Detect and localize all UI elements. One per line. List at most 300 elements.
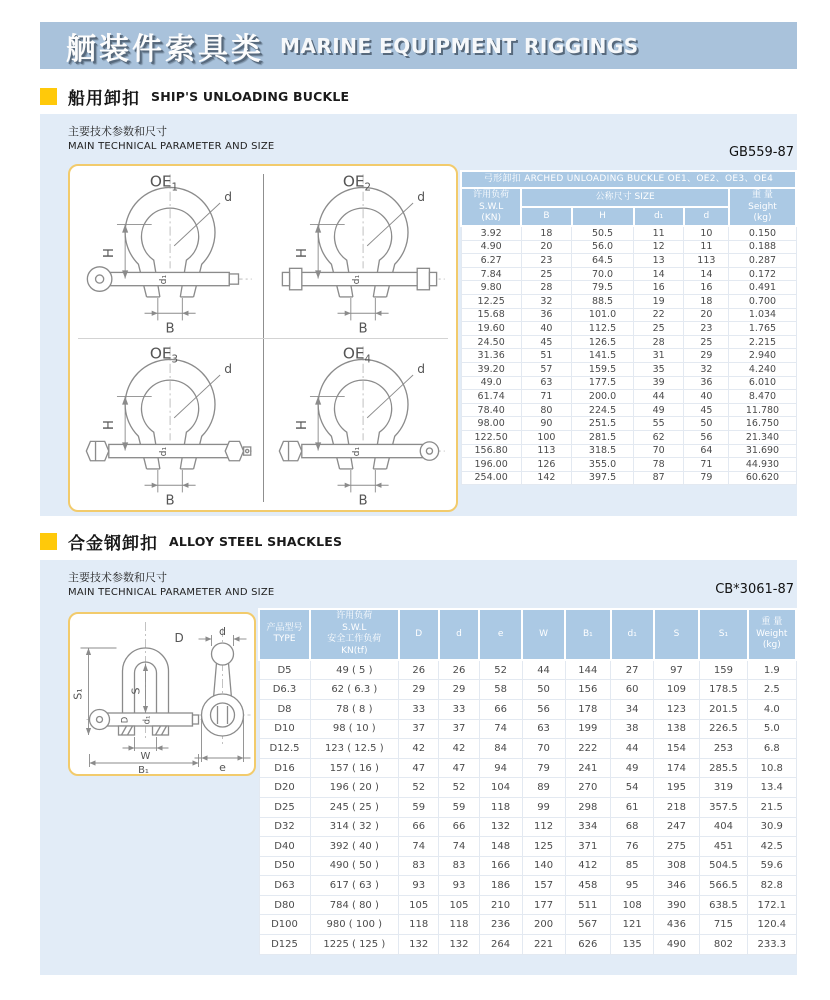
cell: 172.1: [748, 895, 796, 915]
table-row: [461, 240, 796, 254]
col-header-swl: [310, 609, 399, 660]
cell: 93: [439, 876, 479, 896]
col-header-B: B: [521, 207, 571, 226]
cell: 12: [634, 240, 684, 254]
cell: 26: [439, 660, 479, 680]
cell: 87: [634, 471, 684, 485]
section2-title-en: ALLOY STEEL SHACKLES: [169, 534, 343, 549]
cell: 2.5: [748, 680, 796, 700]
section2-panel: [40, 560, 797, 975]
cell: 47: [439, 758, 479, 778]
cell: 66: [479, 699, 522, 719]
dim-label-d: d: [417, 361, 425, 376]
cell: 120.4: [748, 915, 796, 935]
cell: 236: [479, 915, 522, 935]
buckle-table-body: [461, 226, 796, 485]
cell: 9.80: [461, 281, 521, 295]
cell: 638.5: [699, 895, 747, 915]
cell: 210: [479, 895, 522, 915]
cell: 66: [399, 817, 439, 837]
table-row: [461, 226, 796, 240]
cell: 62: [634, 430, 684, 444]
standard-code: GB559-87: [728, 145, 794, 160]
cell: D5: [259, 660, 310, 680]
cell: 74: [399, 837, 439, 857]
cell: 50: [684, 417, 729, 431]
cell: 4.240: [729, 362, 796, 376]
cell: 140: [522, 856, 565, 876]
weight-line: Weight: [756, 628, 788, 639]
table-row: [461, 430, 796, 444]
cell: 126: [521, 458, 571, 472]
cell: 52: [479, 660, 522, 680]
cell: 54: [611, 778, 654, 798]
cell: 52: [399, 778, 439, 798]
cell: 90: [521, 417, 571, 431]
cell: 412: [565, 856, 611, 876]
cell: 95: [611, 876, 654, 896]
cell: 458: [565, 876, 611, 896]
table-row: [461, 444, 796, 458]
cell: 74: [479, 719, 522, 739]
table-row: [461, 335, 796, 349]
cell: 94: [479, 758, 522, 778]
cell: 51: [521, 349, 571, 363]
cell: 715: [699, 915, 747, 935]
cell: 404: [699, 817, 747, 837]
cell: 626: [565, 935, 611, 955]
cell: 226.5: [699, 719, 747, 739]
cell: 222: [565, 739, 611, 759]
cell: 113: [684, 254, 729, 268]
cell: 132: [399, 935, 439, 955]
weight-line: (kg): [762, 640, 781, 651]
col-header-d1: d₁: [611, 609, 654, 660]
cell: 13: [634, 254, 684, 268]
cell: 45: [521, 335, 571, 349]
weight-line: (kg): [753, 212, 772, 223]
cell: 177: [522, 895, 565, 915]
cell: 285.5: [699, 758, 747, 778]
cell: 29: [399, 680, 439, 700]
dim-label-b: B: [358, 493, 368, 509]
cell: 27: [611, 660, 654, 680]
cell: 26: [399, 660, 439, 680]
cell: 20: [684, 308, 729, 322]
section1-title-en: SHIP'S UNLOADING BUCKLE: [151, 89, 350, 104]
cell: 50: [522, 680, 565, 700]
cell: 22: [634, 308, 684, 322]
table-row: [259, 680, 796, 700]
cell: 16.750: [729, 417, 796, 431]
swl-line: S.W.L: [478, 201, 504, 212]
cell: 31.36: [461, 349, 521, 363]
dim-label-b: B: [165, 493, 175, 509]
dim-label-S1: S₁: [71, 688, 85, 700]
dim-label-h: H: [101, 248, 117, 259]
cell: 144: [565, 660, 611, 680]
cell: 42.5: [748, 837, 796, 857]
cell: 490: [654, 935, 700, 955]
dim-label-d1: d₁: [142, 715, 153, 725]
bow-shackle-diagram: [70, 338, 263, 510]
cell: 11: [634, 226, 684, 240]
cell: 38: [611, 719, 654, 739]
cell: 298: [565, 797, 611, 817]
cell: 126.5: [572, 335, 634, 349]
dim-label-d: d: [417, 189, 425, 204]
table-row: [259, 817, 796, 837]
cell: D50: [259, 856, 310, 876]
section1-panel: [40, 114, 797, 516]
cell: 42: [439, 739, 479, 759]
cell: D40: [259, 837, 310, 857]
col-header-weight: [729, 188, 796, 226]
dim-label-D-pin: D: [120, 716, 131, 724]
table-row: [461, 417, 796, 431]
cell: 71: [521, 390, 571, 404]
cell: 37: [439, 719, 479, 739]
cell: 12.25: [461, 294, 521, 308]
swl-line: 安全工作负荷: [327, 634, 382, 645]
cell: 57: [521, 362, 571, 376]
table-row: [461, 281, 796, 295]
cell: 19.60: [461, 322, 521, 336]
dim-label-h: H: [101, 420, 117, 431]
cell: 142: [521, 471, 571, 485]
col-header-S: S: [654, 609, 700, 660]
cell: 10.8: [748, 758, 796, 778]
cell: 28: [521, 281, 571, 295]
swl-line: 许用负荷: [336, 611, 373, 621]
cell: 83: [399, 856, 439, 876]
cell: 79: [522, 758, 565, 778]
table-row: [259, 660, 796, 680]
cell: 76: [611, 837, 654, 857]
cell: 308: [654, 856, 700, 876]
swl-line: KN(tf): [341, 646, 368, 657]
table-row: [259, 895, 796, 915]
dim-label-d: d: [224, 361, 232, 376]
cell: 118: [439, 915, 479, 935]
cell: 123 ( 12.5 ): [310, 739, 399, 759]
diagram-variant-label: $OE_4$: [342, 344, 372, 366]
cell: 490 ( 50 ): [310, 856, 399, 876]
cell: 52: [439, 778, 479, 798]
cell: 56: [522, 699, 565, 719]
cell: 4.0: [748, 699, 796, 719]
cell: 157: [522, 876, 565, 896]
cell: 79: [684, 471, 729, 485]
table-row: [259, 778, 796, 798]
cell: 60.620: [729, 471, 796, 485]
cell: 33: [399, 699, 439, 719]
section1-title-zh: 船用卸扣: [68, 89, 140, 109]
cell: 55: [634, 417, 684, 431]
table-band-title: 弓形卸扣 ARCHED UNLOADING BUCKLE OE1、OE2、OE3、OE4: [461, 171, 796, 188]
cell: D6.3: [259, 680, 310, 700]
cell: 221: [522, 935, 565, 955]
cell: 13.4: [748, 778, 796, 798]
cell: 0.172: [729, 267, 796, 281]
cell: 93: [399, 876, 439, 896]
cell: D10: [259, 719, 310, 739]
buckle-table-wrap: [460, 170, 797, 485]
cell: 21.5: [748, 797, 796, 817]
cell: 82.8: [748, 876, 796, 896]
cell: 31: [634, 349, 684, 363]
cell: 7.84: [461, 267, 521, 281]
table-row: [259, 856, 796, 876]
col-header-W: W: [522, 609, 565, 660]
weight-line: Seight: [748, 201, 777, 212]
cell: 125: [522, 837, 565, 857]
section2-title: [40, 529, 342, 554]
section2-subtitle: [68, 569, 274, 598]
cell: 32: [521, 294, 571, 308]
cell: 20: [521, 240, 571, 254]
cell: 123: [654, 699, 700, 719]
page-title-en: MARINE EQUIPMENT RIGGINGS: [280, 33, 639, 58]
cell: 83: [439, 856, 479, 876]
cell: D20: [259, 778, 310, 798]
cell: 5.0: [748, 719, 796, 739]
cell: D125: [259, 935, 310, 955]
bow-shackle-diagram: [263, 166, 456, 338]
cell: 319: [699, 778, 747, 798]
cell: 23: [684, 322, 729, 336]
cell: 156: [565, 680, 611, 700]
cell: 132: [439, 935, 479, 955]
cell: 2.215: [729, 335, 796, 349]
cell: 178.5: [699, 680, 747, 700]
col-header-swl: [461, 188, 521, 226]
col-header-weight: [748, 609, 796, 660]
cell: 45: [684, 403, 729, 417]
cell: 109: [654, 680, 700, 700]
cell: 3.92: [461, 226, 521, 240]
col-header-e: e: [479, 609, 522, 660]
section2-title-zh: 合金钢卸扣: [68, 534, 158, 554]
subtitle-en: MAIN TECHNICAL PARAMETER AND SIZE: [68, 587, 275, 598]
cell: 14: [684, 267, 729, 281]
table-row: [259, 699, 796, 719]
dee-shackle-diagram: [70, 614, 254, 774]
cell: 78: [634, 458, 684, 472]
swl-line: 许用负荷: [473, 190, 510, 201]
cell: 31.690: [729, 444, 796, 458]
cell: 617 ( 63 ): [310, 876, 399, 896]
cell: 270: [565, 778, 611, 798]
page-header-bar: [40, 22, 797, 69]
cell: 49: [611, 758, 654, 778]
cell: 334: [565, 817, 611, 837]
cell: 42: [399, 739, 439, 759]
cell: 135: [611, 935, 654, 955]
cell: 275: [654, 837, 700, 857]
shackle-table-wrap: [258, 608, 797, 955]
cell: 59.6: [748, 856, 796, 876]
cell: 511: [565, 895, 611, 915]
table-row: [461, 458, 796, 472]
dim-label-D: D: [174, 631, 184, 645]
cell: 44: [634, 390, 684, 404]
cell: 35: [634, 362, 684, 376]
table-row: [259, 837, 796, 857]
col-header-d1: d₁: [634, 207, 684, 226]
cell: 98.00: [461, 417, 521, 431]
buckle-spec-table: [460, 170, 797, 485]
cell: 49: [634, 403, 684, 417]
dim-label-b: B: [358, 321, 368, 337]
cell: 196 ( 20 ): [310, 778, 399, 798]
cell: 118: [479, 797, 522, 817]
cell: 105: [399, 895, 439, 915]
cell: 567: [565, 915, 611, 935]
cell: 112: [522, 817, 565, 837]
dim-label-d: d: [224, 189, 232, 204]
cell: 11: [684, 240, 729, 254]
cell: 74: [439, 837, 479, 857]
cell: 99: [522, 797, 565, 817]
cell: 34: [611, 699, 654, 719]
cell: 154: [654, 739, 700, 759]
cell: 44.930: [729, 458, 796, 472]
cell: 318.5: [572, 444, 634, 458]
cell: 14: [634, 267, 684, 281]
dim-label-h: H: [294, 248, 310, 259]
cell: 70.0: [572, 267, 634, 281]
cell: 122.50: [461, 430, 521, 444]
cell: 11.780: [729, 403, 796, 417]
cell: 200.0: [572, 390, 634, 404]
cell: 28: [634, 335, 684, 349]
cell: 100: [521, 430, 571, 444]
cell: 201.5: [699, 699, 747, 719]
table-row: [259, 797, 796, 817]
cell: 64: [684, 444, 729, 458]
cell: 44: [522, 660, 565, 680]
cell: 6.27: [461, 254, 521, 268]
yellow-bullet-icon: [40, 88, 57, 105]
unloading-buckle-diagram-box: [68, 164, 458, 512]
subtitle-en: MAIN TECHNICAL PARAMETER AND SIZE: [68, 141, 275, 152]
cell: 15.68: [461, 308, 521, 322]
cell: 85: [611, 856, 654, 876]
cell: 166: [479, 856, 522, 876]
bow-shackle-diagram-grid: [70, 166, 456, 510]
cell: 16: [684, 281, 729, 295]
cell: 0.188: [729, 240, 796, 254]
subtitle-zh: 主要技术参数和尺寸: [68, 571, 167, 584]
dim-label-e: e: [219, 761, 226, 774]
cell: 1225 ( 125 ): [310, 935, 399, 955]
cell: 200: [522, 915, 565, 935]
table-row: [461, 267, 796, 281]
table-row: [259, 719, 796, 739]
cell: 80: [521, 403, 571, 417]
standard-code: CB*3061-87: [715, 582, 794, 597]
cell: 39.20: [461, 362, 521, 376]
cell: 390: [654, 895, 700, 915]
dim-label-d1: d₁: [157, 274, 169, 285]
cell: 18: [684, 294, 729, 308]
cell: 16: [634, 281, 684, 295]
cell: 24.50: [461, 335, 521, 349]
cell: D8: [259, 699, 310, 719]
cell: 156.80: [461, 444, 521, 458]
type-line: TYPE: [273, 634, 296, 645]
col-header-d: d: [684, 207, 729, 226]
cell: 79.5: [572, 281, 634, 295]
cell: 0.150: [729, 226, 796, 240]
cell: 59: [439, 797, 479, 817]
shackle-spec-table: [258, 608, 797, 955]
cell: 70: [522, 739, 565, 759]
cell: 157 ( 16 ): [310, 758, 399, 778]
cell: 108: [611, 895, 654, 915]
cell: 49 ( 5 ): [310, 660, 399, 680]
cell: 112.5: [572, 322, 634, 336]
cell: 436: [654, 915, 700, 935]
cell: 10: [684, 226, 729, 240]
cell: 177.5: [572, 376, 634, 390]
cell: 0.491: [729, 281, 796, 295]
cell: 148: [479, 837, 522, 857]
cell: 314 ( 32 ): [310, 817, 399, 837]
table-row: [259, 935, 796, 955]
cell: 121: [611, 915, 654, 935]
cell: 97: [654, 660, 700, 680]
yellow-bullet-icon: [40, 533, 57, 550]
cell: 224.5: [572, 403, 634, 417]
cell: 25: [684, 335, 729, 349]
cell: 58: [479, 680, 522, 700]
cell: 104: [479, 778, 522, 798]
cell: 281.5: [572, 430, 634, 444]
cell: 6.8: [748, 739, 796, 759]
cell: 60: [611, 680, 654, 700]
table-row: [461, 376, 796, 390]
cell: 233.3: [748, 935, 796, 955]
cell: 39: [634, 376, 684, 390]
cell: 802: [699, 935, 747, 955]
cell: 25: [521, 267, 571, 281]
cell: 40: [521, 322, 571, 336]
col-header-D: D: [399, 609, 439, 660]
cell: D12.5: [259, 739, 310, 759]
table-row: [461, 349, 796, 363]
table-row: [461, 390, 796, 404]
dim-label-d1: d₁: [350, 446, 362, 457]
cell: 1.9: [748, 660, 796, 680]
cell: 254.00: [461, 471, 521, 485]
bow-shackle-diagram: [70, 166, 263, 338]
cell: 61: [611, 797, 654, 817]
cell: 159: [699, 660, 747, 680]
weight-line: 重 量: [761, 616, 783, 627]
col-header-d: d: [439, 609, 479, 660]
dim-label-W: W: [140, 751, 151, 762]
cell: 62 ( 6.3 ): [310, 680, 399, 700]
cell: 2.940: [729, 349, 796, 363]
cell: D25: [259, 797, 310, 817]
dim-label-d: d: [219, 625, 226, 638]
cell: 241: [565, 758, 611, 778]
cell: 19: [634, 294, 684, 308]
dim-label-d1: d₁: [350, 274, 362, 285]
cell: 1.765: [729, 322, 796, 336]
